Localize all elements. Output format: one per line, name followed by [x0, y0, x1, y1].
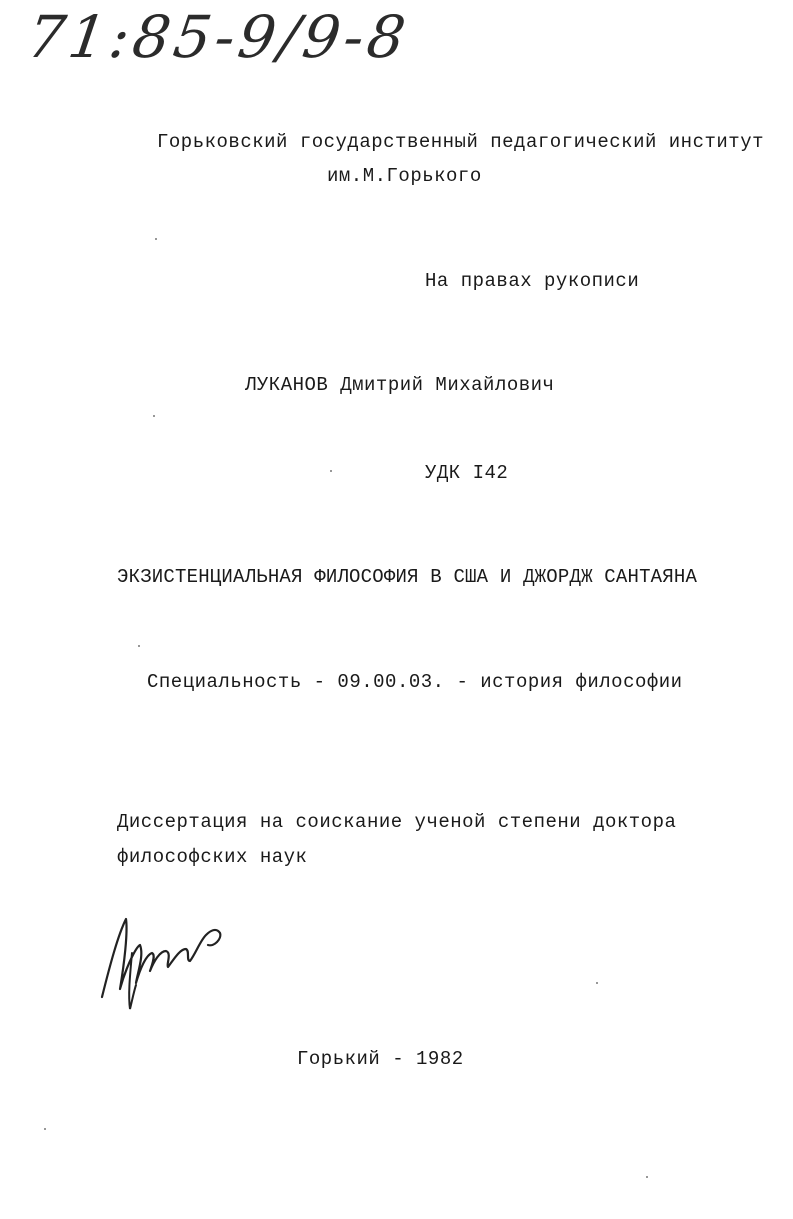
dissertation-line-2: философских наук [117, 846, 308, 868]
udk-code: УДК I42 [425, 462, 509, 484]
rights-note: На правах рукописи [425, 270, 640, 292]
paper-speck [138, 645, 140, 647]
place-and-year: Горький - 1982 [297, 1048, 464, 1070]
paper-speck [330, 470, 332, 472]
author-signature [96, 905, 236, 1015]
dissertation-line-1: Диссертация на соискание ученой степени доктора [117, 811, 677, 833]
archive-code-handwritten: 71:85-9/9-8 [23, 3, 414, 71]
institution-line-2: им.М.Горького [327, 165, 482, 187]
paper-speck [596, 982, 598, 984]
author-name: ЛУКАНОВ Дмитрий Михайлович [245, 374, 555, 396]
institution-line-1: Горьковский государственный педагогический институт [157, 131, 764, 153]
paper-speck [155, 238, 157, 240]
paper-speck [44, 1128, 46, 1130]
paper-speck [646, 1176, 648, 1178]
paper-speck [153, 415, 155, 417]
specialty-line: Специальность - 09.00.03. - история философии [147, 671, 683, 693]
dissertation-title: ЭКЗИСТЕНЦИАЛЬНАЯ ФИЛОСОФИЯ В США И ДЖОРДЖ САНТАЯНА [117, 566, 698, 588]
